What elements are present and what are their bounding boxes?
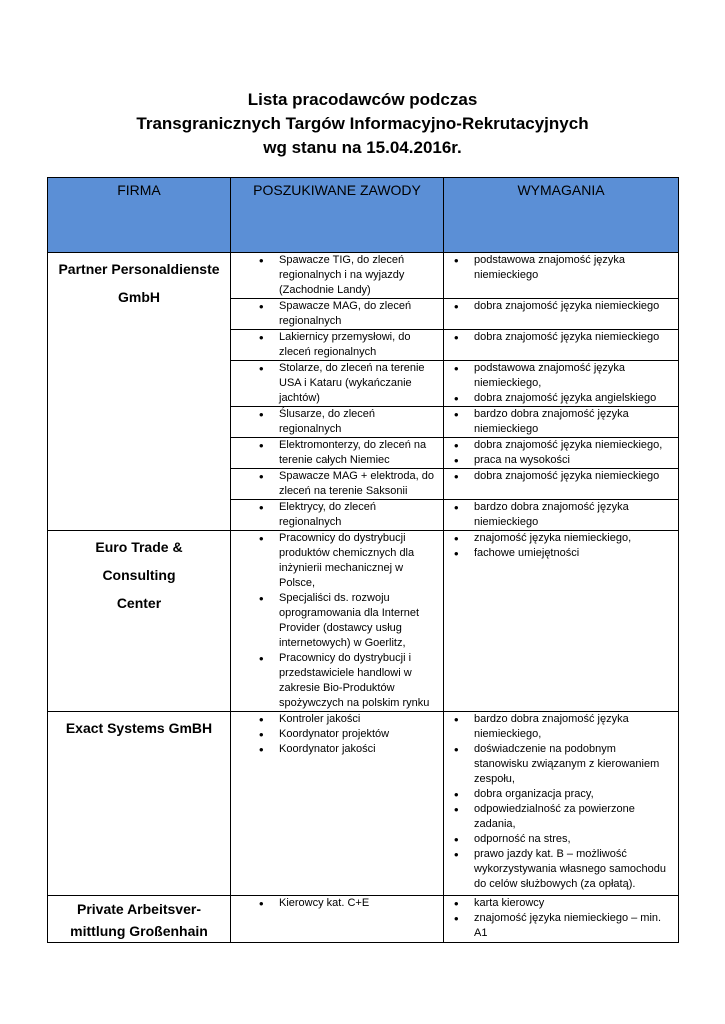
list-item: • Spawacze MAG, do zleceń regionalnych [231, 299, 443, 329]
company-name: GmbH [118, 289, 160, 305]
list-item: • znajomość języka niemieckiego – min. A1 [444, 911, 678, 941]
list-item: • znajomość języka niemieckiego, [444, 531, 678, 546]
wymagania-cell [444, 896, 679, 943]
list-item: • Ślusarze, do zleceń regionalnych [231, 407, 443, 437]
list-item: • fachowe umiejętności [444, 546, 678, 561]
zawody-cell [231, 361, 444, 407]
zawody-cell [231, 438, 444, 469]
table-header-row [48, 178, 679, 253]
zawody-cell [231, 299, 444, 330]
company-name-cell [48, 896, 231, 943]
zawody-cell [231, 469, 444, 500]
header-wymagania: WYMAGANIA [444, 178, 679, 253]
wymagania-cell [444, 361, 679, 407]
list-item: • podstawowa znajomość języka niemieckiego [444, 253, 678, 283]
list-item: • doświadczenie na podobnym stanowisku związanym z kierowaniem zespołu, [444, 742, 678, 787]
wymagania-cell [444, 500, 679, 531]
list-item: • praca na wysokości [444, 453, 678, 468]
list-item: • Koordynator projektów [231, 727, 443, 742]
list-item: • Specjaliści ds. rozwoju oprogramowania dla Internet Provider (dostawcy usług internetowych) w Goerlitz, [231, 591, 443, 651]
company-name-cell [48, 253, 231, 531]
table-row [48, 531, 679, 712]
employers-table [47, 177, 679, 943]
list-item: • Elektromonterzy, do zleceń na terenie całych Niemiec [231, 438, 443, 468]
table-row [48, 712, 679, 896]
table-row [48, 253, 679, 299]
company-name-cell [48, 712, 231, 896]
list-item: • bardzo dobra znajomość języka niemieckiego, [444, 712, 678, 742]
wymagania-cell [444, 299, 679, 330]
company-name: Euro Trade & Consulting [95, 539, 183, 583]
list-item: • dobra znajomość języka angielskiego [444, 391, 678, 406]
list-item: • Stolarze, do zleceń na terenie USA i Kataru (wykańczanie jachtów) [231, 361, 443, 406]
list-item: • podstawowa znajomość języka niemieckiego, [444, 361, 678, 391]
wymagania-cell [444, 253, 679, 299]
title-line-2: Transgranicznych Targów Informacyjno-Rekrutacyjnych [136, 114, 589, 133]
list-item: • karta kierowcy [444, 896, 678, 911]
zawody-cell [231, 531, 444, 712]
list-item: • dobra znajomość języka niemieckiego, [444, 438, 678, 453]
table-row [48, 896, 679, 943]
zawody-cell [231, 407, 444, 438]
list-item: • prawo jazdy kat. B – możliwość wykorzystywania własnego samochodu do celów służbowych (za opłatą). [444, 847, 678, 892]
wymagania-cell [444, 531, 679, 712]
company-name: mittlung Großenhain [70, 923, 208, 939]
list-item: • odpowiedzialność za powierzone zadania, [444, 802, 678, 832]
list-item: • dobra znajomość języka niemieckiego [444, 299, 678, 314]
wymagania-cell [444, 438, 679, 469]
list-item: • bardzo dobra znajomość języka niemieckiego [444, 500, 678, 530]
zawody-cell [231, 330, 444, 361]
list-item: • dobra organizacja pracy, [444, 787, 678, 802]
wymagania-cell [444, 469, 679, 500]
title-line-1: Lista pracodawców podczas [247, 90, 478, 109]
list-item: • dobra znajomość języka niemieckiego [444, 469, 678, 484]
list-item: • Pracownicy do dystrybucji produktów chemicznych dla inżynierii mechanicznej w Polsce, [231, 531, 443, 591]
wymagania-cell [444, 712, 679, 896]
list-item: • Spawacze MAG + elektroda, do zleceń na terenie Saksonii [231, 469, 443, 499]
zawody-cell [231, 253, 444, 299]
list-item: • Koordynator jakości [231, 742, 443, 757]
list-item: • dobra znajomość języka niemieckiego [444, 330, 678, 345]
wymagania-cell [444, 330, 679, 361]
company-name: Exact Systems GmBH [65, 720, 213, 736]
company-name: Partner Personaldienste [58, 261, 220, 277]
header-zawody: POSZUKIWANE ZAWODY [231, 178, 444, 253]
list-item: • Lakiernicy przemysłowi, do zleceń regionalnych [231, 330, 443, 360]
document-title [0, 88, 725, 160]
title-line-3: wg stanu na 15.04.2016r. [263, 138, 462, 157]
header-firma: FIRMA [48, 178, 231, 253]
list-item: • Elektrycy, do zleceń regionalnych [231, 500, 443, 530]
list-item: • Kontroler jakości [231, 712, 443, 727]
zawody-cell [231, 896, 444, 943]
list-item: • Spawacze TIG, do zleceń regionalnych i na wyjazdy (Zachodnie Landy) [231, 253, 443, 298]
zawody-cell [231, 500, 444, 531]
company-name-cell [48, 531, 231, 712]
list-item: • odporność na stres, [444, 832, 678, 847]
wymagania-cell [444, 407, 679, 438]
zawody-cell [231, 712, 444, 896]
list-item: • bardzo dobra znajomość języka niemieckiego [444, 407, 678, 437]
company-name: Center [116, 595, 162, 611]
company-name: Private Arbeitsver- [77, 901, 201, 917]
list-item: • Kierowcy kat. C+E [231, 896, 443, 911]
list-item: • Pracownicy do dystrybucji i przedstawiciele handlowi w zakresie Bio-Produktów spożywczych na polskim rynku [231, 651, 443, 711]
